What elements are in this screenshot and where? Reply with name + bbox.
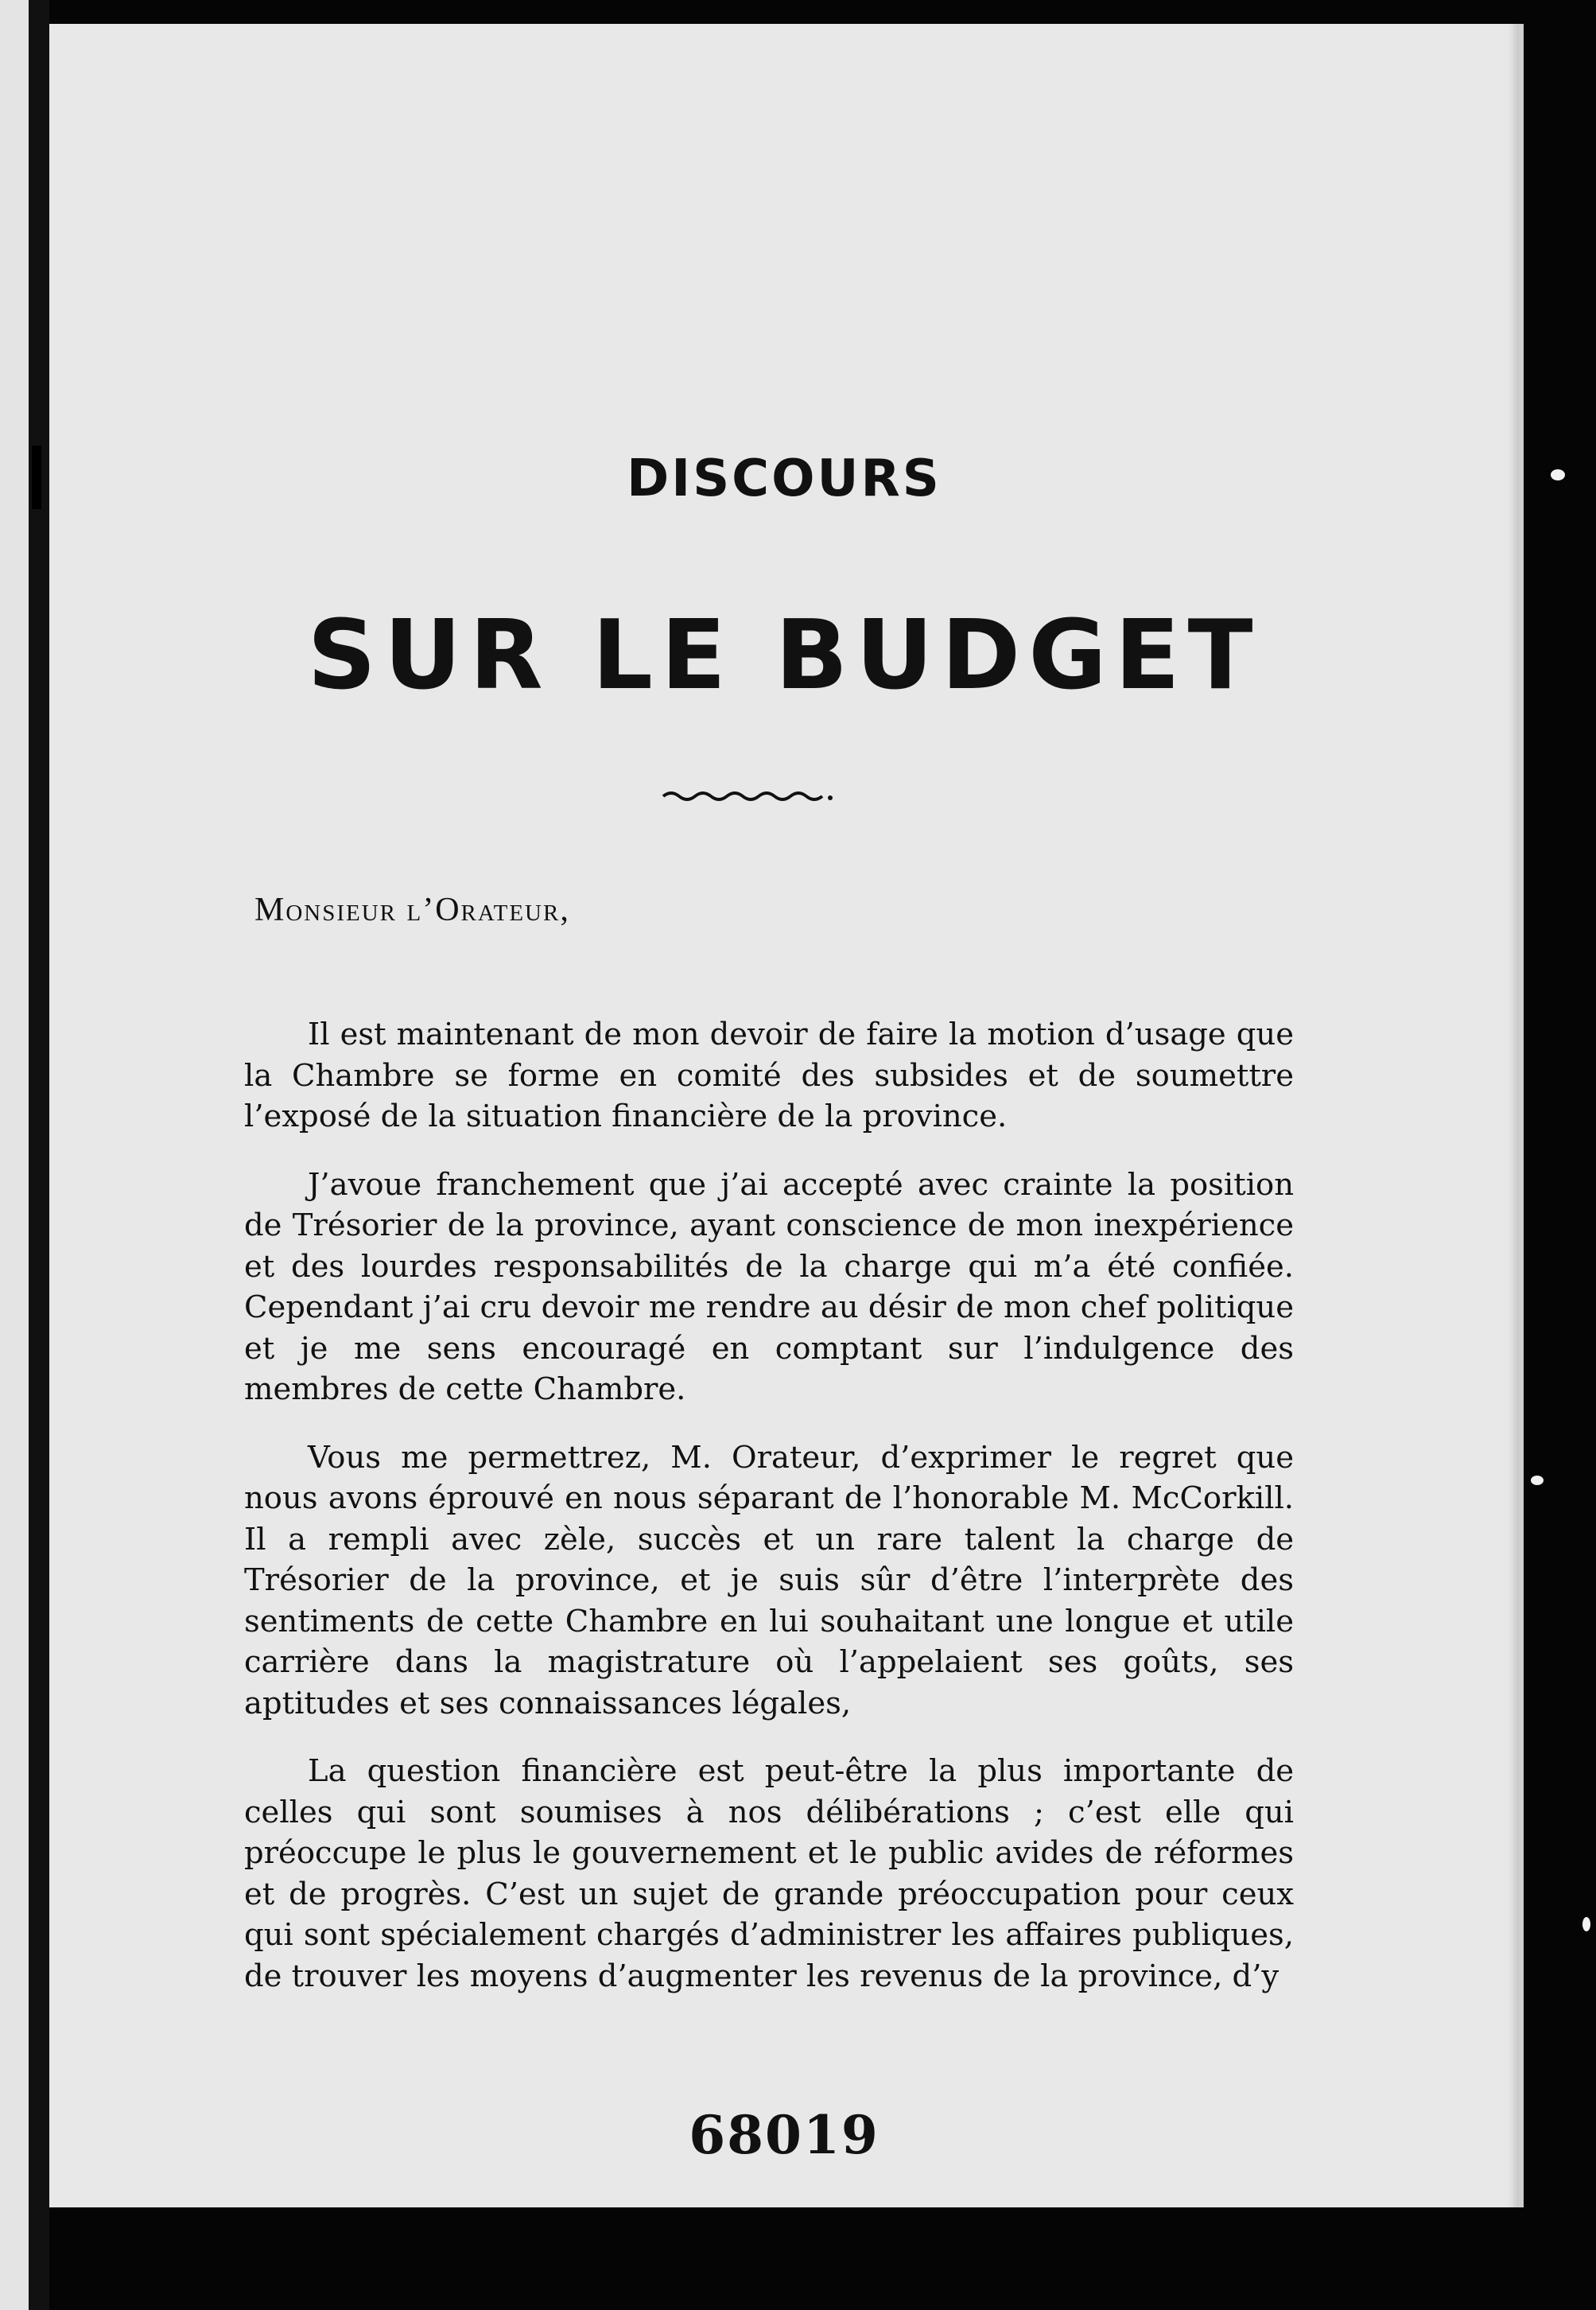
heading-discours: DISCOURS	[627, 449, 942, 508]
paragraph: Il est maintenant de mon devoir de faire la motion d’usage que la Chambre se forme en comité des subsides et de soumettre l’exposé de la situation financière de la province.	[244, 1017, 1294, 1134]
heading-title: SUR LE BUDGET	[307, 601, 1261, 711]
binding-mark	[32, 445, 41, 509]
salutation: Monsieur l’Orateur,	[254, 892, 570, 928]
paragraph: La question financière est peut-être la plus importante de celles qui sont soumises à nos délibérations ; c’est elle qui préoccupe le plus le gouvernement et le public avides de réformes et de progrès. C’est un sujet de grande préoccupation pour ceux qui sont spécialement chargés d’administrer les affaires publiques, de trouver les moyens d’augmenter les revenus de la province, d’y	[244, 1753, 1294, 1994]
scan-speck	[1531, 1476, 1544, 1485]
binding-shadow	[29, 0, 49, 2310]
scan-speck	[1582, 1917, 1590, 1931]
paragraph: J’avoue franchement que j’ai accepté avec crainte la position de Trésorier de la province, ayant conscience de mon inexpérience et des lourdes responsabilités de la charge qui m’a été confiée. Cependant j’ai cru devoir me rendre au désir de mon chef politique et je me sens encouragé en comptant sur l’indulgence des membres de cette Chambre.	[244, 1166, 1294, 1407]
body-text	[244, 1014, 1294, 2024]
document-page	[49, 24, 1524, 2207]
scan-speck	[1551, 469, 1565, 480]
paragraph: Vous me permettrez, M. Orateur, d’exprimer le regret que nous avons éprouvé en nous séparant de l’honorable M. McCorkill. Il a rempli avec zèle, succès et un rare talent la charge de Trésorier de la province, et je suis sûr d’être l’interprète des sentiments de cette Chambre en lui souhaitant une longue et utile carrière dans la magistrature où l’appelaient ses goûts, ses aptitudes et ses connaissances légales,	[244, 1439, 1294, 1721]
folio-number: 68019	[689, 2104, 880, 2166]
ornament-rule	[662, 784, 837, 807]
